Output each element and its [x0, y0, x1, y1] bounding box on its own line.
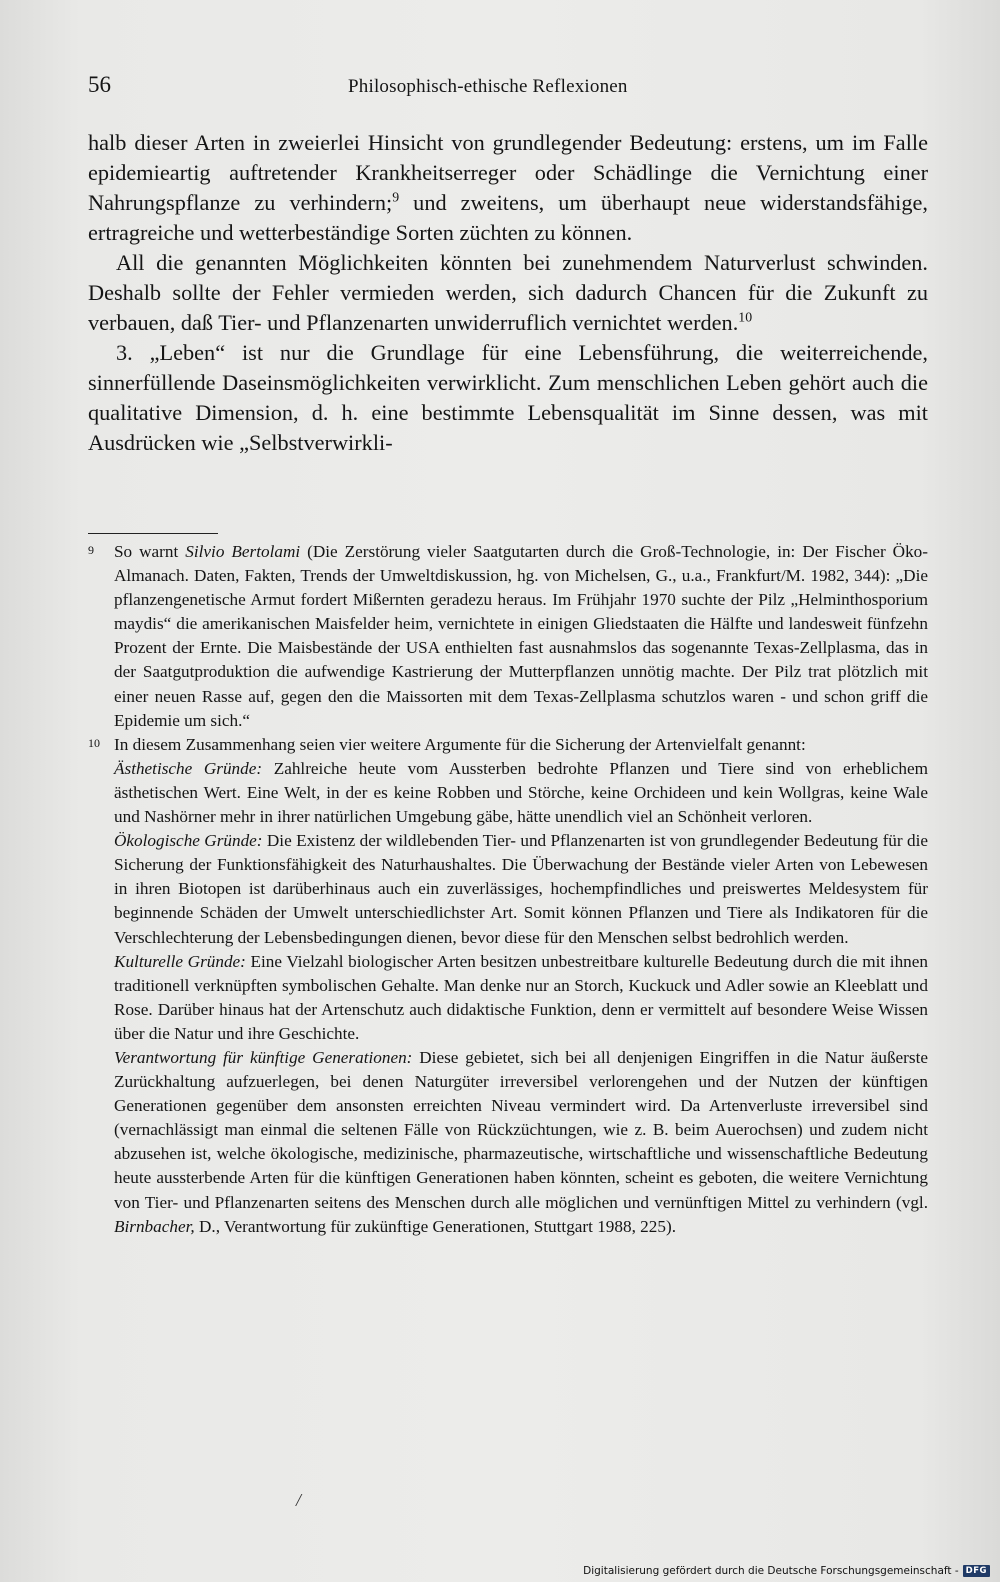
footnote-ref-10[interactable]: 10 [738, 309, 753, 325]
footnote-10 [88, 733, 928, 1239]
item-term: Kulturelle Gründe: [114, 951, 246, 971]
footnotes [88, 540, 928, 1239]
footnote-10-intro: In diesem Zusammenhang seien vier weitere Argumente für die Sicherung der Artenvielfalt genannt: [114, 734, 806, 754]
paragraph-1-text-b: und zweitens, um überhaupt neue widerstandsfähige, ertragreiche und wetterbeständige Sorten züchten zu können. [88, 190, 928, 245]
footnote-10-item-ecological [114, 829, 928, 949]
footnote-9-body: (Die Zerstörung vieler Saatgutarten durch die Groß-Technologie, in: Der Fischer Öko-Almanach. Daten, Fakten, Trends der Umweltdiskussion, hg. von Michelsen, G., u.a., Frankfurt/M. 1982, 344): „Die pflanzengenetische Armut fordert Mißernten geradezu heraus. Im Frühjahr 1970 suchte der Pilz „Helminthosporium maydis“ die amerikanischen Maisfelder heim, vernichtete in einigen Gliedstaaten die Hälfte und landesweit fünfzehn Prozent der Ernte. Die Maisbestände der USA enthielten fast ausnahmslos das sogenannte Texas-Zellplasma, das in der Saatgutproduktion die aufwendige Kastrierung der Mutterpflanzen unnötig machte. Der Pilz trat plötzlich mit einer neuen Rasse auf, gegen den die Maissorten mit dem Texas-Zellplasma schutzlos waren - und schon griff die Epidemie um sich.“ [114, 542, 928, 730]
paragraph-1 [88, 128, 928, 248]
paragraph-3: 3. „Leben“ ist nur die Grundlage für eine Lebensführung, die weiterreichende, sinnerfüllende Daseinsmöglichkeiten verwirklicht. Zum menschlichen Leben gehört auch die qualitative Dimension, d. h. eine bestimmte Lebensqualität im Sinne dessen, was mit Ausdrücken wie „Selbstverwirkli- [88, 340, 928, 455]
item-text: Die Existenz der wildlebenden Tier- und Pflanzenarten ist von grundlegender Bedeutung für die Sicherung der Funktionsfähigkeit des Naturhaushaltes. Die Überwachung der Bestände vieler Arten von Lebewesen in ihren Biotopen ist darüberhinaus auch ein zuverlässiges, hochempfindliches und preiswertes Meldesystem für beginnende Schäden der Umwelt unterschiedlichster Art. Somit können Pflanzen und Tiere als Indikatoren für die Verschlechterung der Lebensbedingungen dienen, bevor diese für den Menschen selbst bedrohlich werden. [114, 831, 928, 947]
item-term: Ästhetische Gründe: [114, 758, 263, 778]
footnote-9-text [114, 540, 928, 733]
digitization-credit [583, 1563, 990, 1579]
footnote-10-item-aesthetic [114, 757, 928, 829]
paragraph-2 [88, 248, 928, 338]
footnote-9-number: 9 [88, 543, 94, 557]
item-text: Eine Vielzahl biologischer Arten besitzen unbestreitbare kulturelle Bedeutung durch die mit ihnen traditionell verknüpften symbolischen Gehalte. Man denke nur an Storch, Kuckuck und Adler sowie an Kleeblatt und Rose. Darüber hinaus hat der Artenschutz auch didaktische Funktion, denn er vermittelt auf besondere Weise Wissen über die Natur und ihre Geschichte. [114, 951, 928, 1043]
footnote-separator [88, 533, 218, 534]
item-text: Zahlreiche heute vom Aussterben bedrohte Pflanzen und Tiere sind von erheblichem ästhetischen Wert. Eine Welt, in der es keine Robben und Störche, keine Orchideen und kein Wollgras, keine Wale und Nashörner mehr in ihrer natürlichen Umgebung gäbe, hätte unendlich viel an Schönheit verloren. [114, 758, 928, 827]
item-text: Diese gebietet, sich bei all denjenigen Eingriffen in die Natur äußerste Zurückhaltung aufzuerlegen, bei denen Naturgüter irreversibel verlorengehen und der Nutzen der künftigen Generationen gegenüber dem ansonsten erreichten Niveau vermindert wird. Da Artenverluste irreversibel sind (vernachlässigt man einmal die seltenen Fälle von Rückzüchtungen, wie z. B. beim Auerochsen) und zudem nicht abzusehen ist, welche ökologische, medizinische, pharmazeutische, wirtschaftliche und wissenschaftliche Bedeutung heute aussterbende Arten für die künftigen Generationen haben könnten, scheint es geboten, die weitere Vernichtung von Tier- und Pflanzenarten seitens des Menschen durch alle möglichen und vernünftigen Mittel zu verhindern (vgl. [114, 1047, 929, 1212]
footnote-9-pre: So warnt [114, 542, 186, 561]
footnote-10-number: 10 [88, 735, 100, 750]
citation-author: Birnbacher, [114, 1216, 195, 1236]
item-term: Verantwortung für künftige Generationen: [114, 1047, 413, 1067]
running-head: Philosophisch-ethische Reflexionen [348, 76, 628, 97]
page-header [88, 72, 928, 108]
item-term: Ökologische Gründe: [114, 831, 263, 851]
citation-rest: D., Verantwortung für zukünftige Generationen, Stuttgart 1988, 225). [194, 1216, 676, 1236]
stray-mark: / [296, 1490, 302, 1510]
dfg-logo-icon: DFG [963, 1565, 990, 1577]
footnote-9 [88, 540, 928, 733]
footnote-9-author: Silvio Bertolami [185, 542, 301, 561]
page-number: 56 [88, 72, 111, 97]
paragraph-2-text: All die genannten Möglichkeiten könnten bei zunehmendem Naturverlust schwinden. Deshalb sollte der Fehler vermieden werden, sich dadurch Chancen für die Zukunft zu verbauen, daß Tier- und Pflanzenarten unwiderruflich vernichtet werden. [88, 250, 928, 335]
footnote-ref-9[interactable]: 9 [392, 189, 400, 205]
paragraph-1-text-a: halb dieser Arten in zweierlei Hinsicht von grundlegender Bedeutung: erstens, um im Falle epidemieartig auftretender Krankheitserreger oder Schädlinge die Vernichtung einer Nahrungspflanze zu verhindern; [88, 130, 928, 215]
credit-text: Digitalisierung gefördert durch die Deutsche Forschungsgemeinschaft - [583, 1565, 959, 1577]
main-text [88, 128, 928, 458]
footnote-10-item-cultural [114, 950, 928, 1046]
footnote-10-item-responsibility [114, 1046, 928, 1239]
